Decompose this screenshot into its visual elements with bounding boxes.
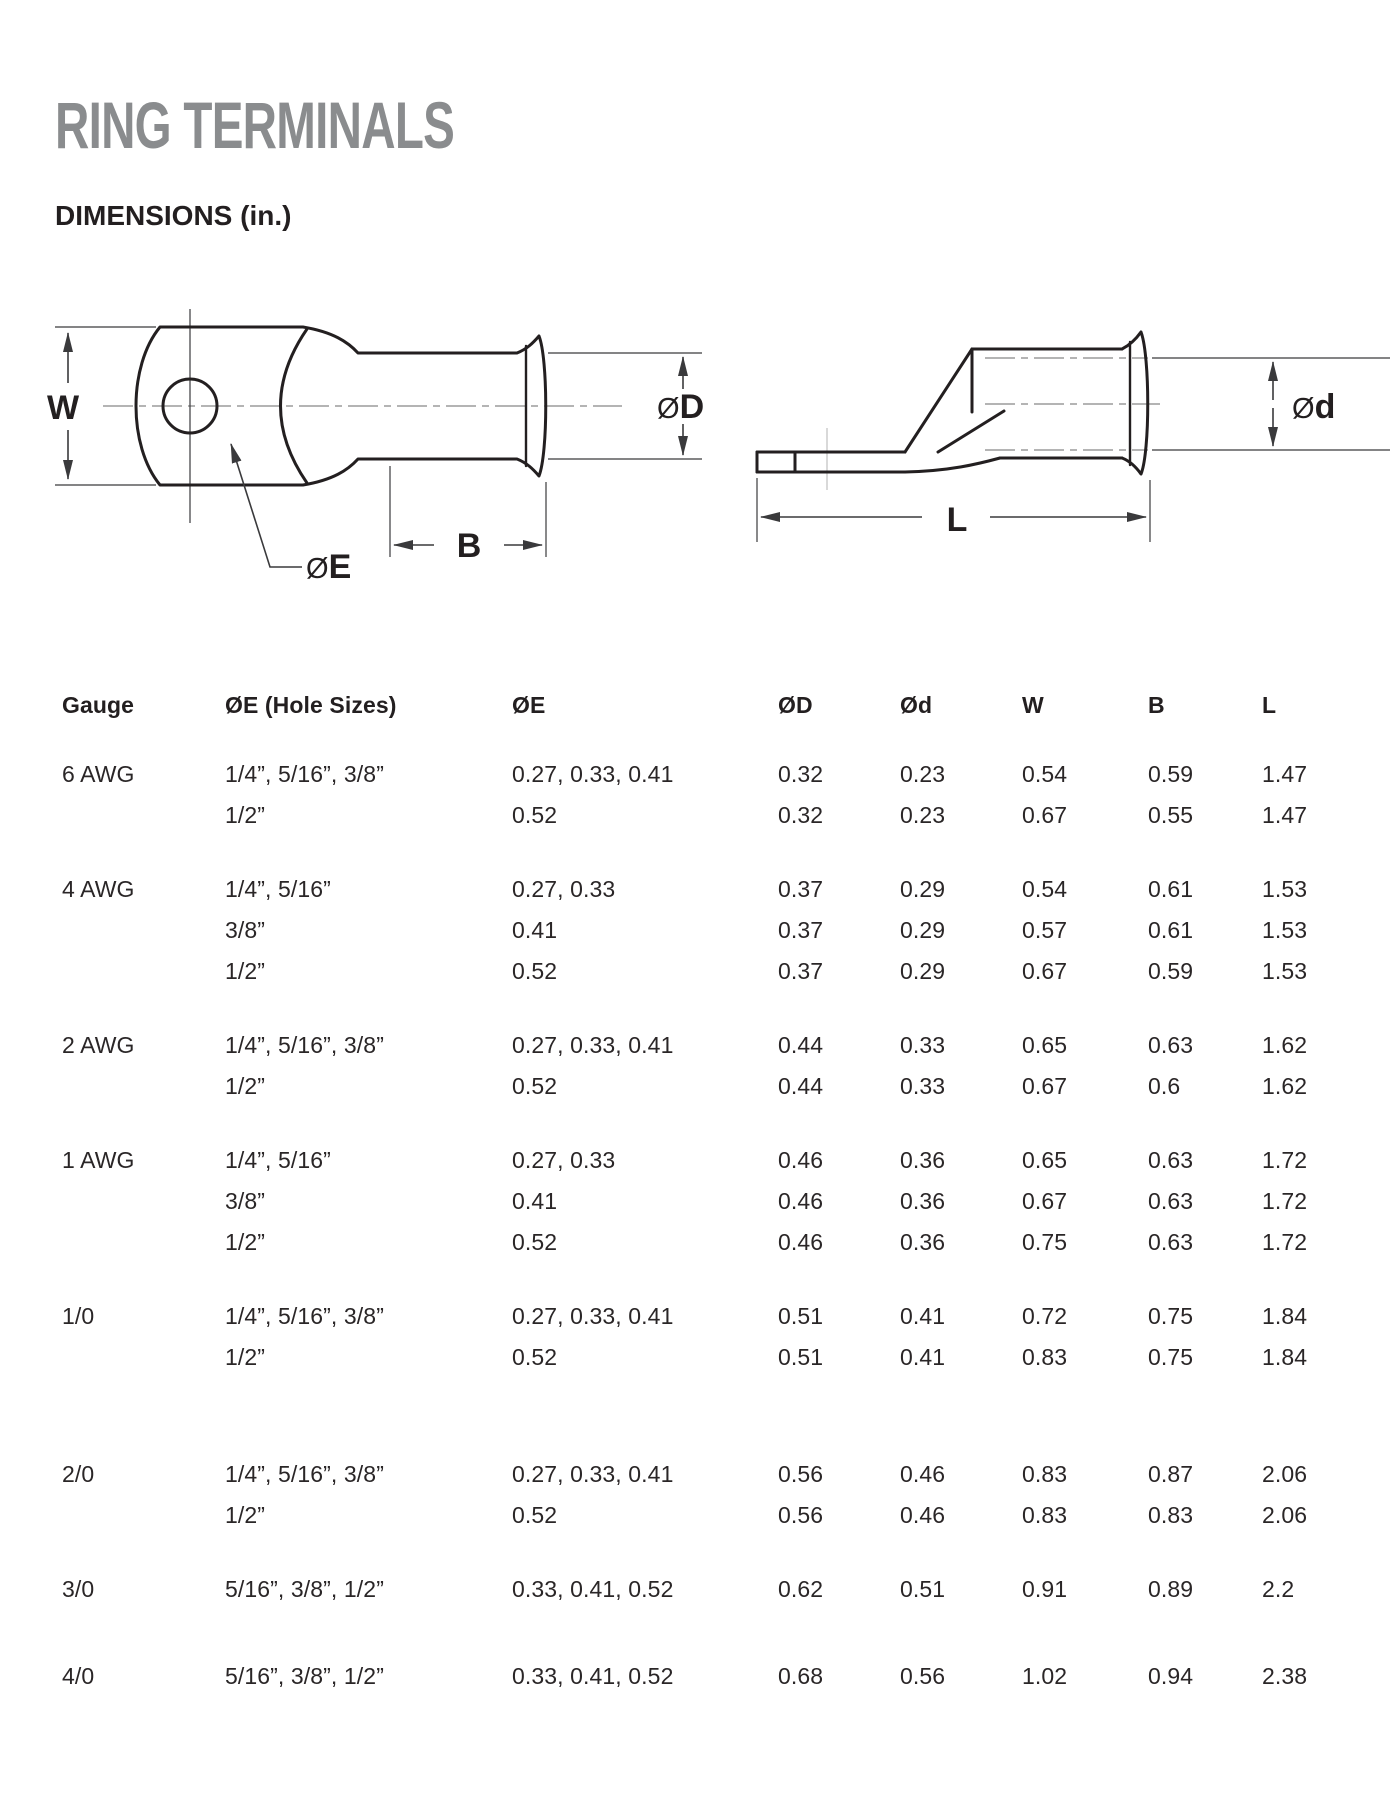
hole-sizes-cell: 1/2” [225,1229,266,1255]
column-header: Gauge [62,692,135,718]
d-inner-cell: 0.41 [900,1344,946,1370]
l-cell: 1.62 [1262,1073,1308,1099]
gauge-cell: 4 AWG [62,876,135,902]
w-cell: 0.91 [1022,1576,1068,1602]
b-cell: 0.87 [1148,1461,1194,1487]
b-cell: 0.75 [1148,1344,1194,1370]
w-cell: 0.75 [1022,1229,1068,1255]
table-row [55,1303,1365,1335]
hole-sizes-cell: 1/2” [225,802,266,828]
d-outer-cell: 0.32 [778,802,824,828]
column-header: L [1262,692,1277,718]
l-cell: 1.72 [1262,1229,1308,1255]
b-cell: 0.63 [1148,1188,1194,1214]
gauge-cell: 3/0 [62,1576,95,1602]
table-header-row [55,692,1365,724]
d-outer-cell: 0.56 [778,1461,824,1487]
table-row [55,802,1365,834]
dim-label-b: B [456,527,482,565]
table-row [55,1502,1365,1534]
table-row [55,1188,1365,1220]
d-outer-cell: 0.44 [778,1073,824,1099]
e-cell: 0.33, 0.41, 0.52 [512,1576,674,1602]
l-cell: 2.38 [1262,1663,1308,1689]
hole-sizes-cell: 1/2” [225,1073,266,1099]
l-cell: 1.53 [1262,958,1308,984]
l-cell: 1.84 [1262,1344,1308,1370]
d-outer-cell: 0.37 [778,958,824,984]
e-cell: 0.41 [512,1188,558,1214]
w-cell: 0.67 [1022,1073,1068,1099]
dimensions-section-title: DIMENSIONS (in.) [55,200,292,231]
l-cell: 1.72 [1262,1188,1308,1214]
e-cell: 0.27, 0.33, 0.41 [512,761,674,787]
column-header: W [1022,692,1044,718]
l-cell: 1.53 [1262,917,1308,943]
hole-sizes-cell: 5/16”, 3/8”, 1/2” [225,1663,384,1689]
b-cell: 0.59 [1148,761,1194,787]
dim-label-l: L [946,501,968,539]
column-header: ØE [512,692,546,718]
d-outer-cell: 0.46 [778,1229,824,1255]
d-outer-cell: 0.68 [778,1663,824,1689]
column-header: ØD [778,692,813,718]
hole-sizes-cell: 1/2” [225,958,266,984]
b-cell: 0.6 [1148,1073,1181,1099]
l-cell: 1.72 [1262,1147,1308,1173]
b-cell: 0.75 [1148,1303,1194,1329]
l-cell: 1.53 [1262,876,1308,902]
table-row [55,1663,1365,1695]
d-outer-cell: 0.51 [778,1303,824,1329]
column-header: B [1148,692,1165,718]
b-cell: 0.63 [1148,1147,1194,1173]
w-cell: 0.57 [1022,917,1068,943]
hole-sizes-cell: 1/4”, 5/16”, 3/8” [225,1303,384,1329]
b-cell: 0.55 [1148,802,1194,828]
hole-sizes-cell: 1/4”, 5/16” [225,876,331,902]
w-cell: 0.54 [1022,761,1068,787]
hole-sizes-cell: 5/16”, 3/8”, 1/2” [225,1576,384,1602]
w-cell: 0.83 [1022,1461,1068,1487]
dim-label-w: W [46,389,80,427]
gauge-cell: 6 AWG [62,761,135,787]
d-outer-cell: 0.62 [778,1576,824,1602]
e-cell: 0.52 [512,1344,558,1370]
e-cell: 0.41 [512,917,558,943]
d-outer-cell: 0.51 [778,1344,824,1370]
hole-sizes-cell: 1/4”, 5/16”, 3/8” [225,761,384,787]
l-cell: 2.06 [1262,1502,1308,1528]
l-cell: 2.06 [1262,1461,1308,1487]
l-cell: 1.84 [1262,1303,1308,1329]
w-cell: 0.65 [1022,1147,1068,1173]
table-row [55,1461,1365,1493]
table-row [55,917,1365,949]
e-cell: 0.33, 0.41, 0.52 [512,1663,674,1689]
e-cell: 0.52 [512,1229,558,1255]
hole-sizes-cell: 3/8” [225,1188,266,1214]
table-row [55,1344,1365,1376]
e-cell: 0.27, 0.33, 0.41 [512,1461,674,1487]
d-inner-cell: 0.29 [900,876,946,902]
gauge-cell: 1 AWG [62,1147,135,1173]
gauge-cell: 1/0 [62,1303,95,1329]
table-row [55,876,1365,908]
table-row [55,1073,1365,1105]
w-cell: 0.67 [1022,802,1068,828]
d-inner-cell: 0.41 [900,1303,946,1329]
d-inner-cell: 0.46 [900,1502,946,1528]
e-cell: 0.52 [512,958,558,984]
gauge-cell: 4/0 [62,1663,95,1689]
hole-sizes-cell: 1/2” [225,1502,266,1528]
w-cell: 1.02 [1022,1663,1068,1689]
l-cell: 1.47 [1262,802,1308,828]
table-row [55,1032,1365,1064]
dim-label-id: Ød [1292,388,1336,426]
d-inner-cell: 0.23 [900,802,946,828]
e-cell: 0.52 [512,1073,558,1099]
e-cell: 0.52 [512,1502,558,1528]
w-cell: 0.67 [1022,1188,1068,1214]
d-inner-cell: 0.56 [900,1663,946,1689]
d-inner-cell: 0.51 [900,1576,946,1602]
b-cell: 0.63 [1148,1032,1194,1058]
d-outer-cell: 0.37 [778,876,824,902]
b-cell: 0.61 [1148,917,1194,943]
table-row [55,1229,1365,1261]
hole-sizes-cell: 1/4”, 5/16”, 3/8” [225,1461,384,1487]
d-inner-cell: 0.29 [900,917,946,943]
w-cell: 0.83 [1022,1502,1068,1528]
d-outer-cell: 0.56 [778,1502,824,1528]
table-row [55,1576,1365,1608]
b-cell: 0.63 [1148,1229,1194,1255]
d-inner-cell: 0.36 [900,1188,946,1214]
d-outer-cell: 0.37 [778,917,824,943]
hole-sizes-cell: 3/8” [225,917,266,943]
d-outer-cell: 0.46 [778,1147,824,1173]
table-row [55,761,1365,793]
w-cell: 0.67 [1022,958,1068,984]
d-outer-cell: 0.44 [778,1032,824,1058]
l-cell: 2.2 [1262,1576,1295,1602]
d-inner-cell: 0.36 [900,1229,946,1255]
hole-sizes-cell: 1/4”, 5/16”, 3/8” [225,1032,384,1058]
hole-sizes-cell: 1/4”, 5/16” [225,1147,331,1173]
d-inner-cell: 0.33 [900,1073,946,1099]
b-cell: 0.94 [1148,1663,1194,1689]
b-cell: 0.89 [1148,1576,1194,1602]
d-inner-cell: 0.29 [900,958,946,984]
d-inner-cell: 0.36 [900,1147,946,1173]
d-outer-cell: 0.32 [778,761,824,787]
d-outer-cell: 0.46 [778,1188,824,1214]
e-cell: 0.27, 0.33, 0.41 [512,1303,674,1329]
e-cell: 0.27, 0.33 [512,1147,616,1173]
dim-label-od: ØD [657,388,705,426]
column-header: Ød [900,692,933,718]
w-cell: 0.72 [1022,1303,1068,1329]
w-cell: 0.83 [1022,1344,1068,1370]
gauge-cell: 2 AWG [62,1032,135,1058]
column-header: ØE (Hole Sizes) [225,692,397,718]
dim-label-oe: ØE [306,548,352,586]
gauge-cell: 2/0 [62,1461,95,1487]
e-cell: 0.52 [512,802,558,828]
e-cell: 0.27, 0.33, 0.41 [512,1032,674,1058]
page-title: RING TERMINALS [55,88,455,162]
b-cell: 0.61 [1148,876,1194,902]
d-inner-cell: 0.46 [900,1461,946,1487]
dimensions-table [55,0,1365,1812]
d-inner-cell: 0.33 [900,1032,946,1058]
w-cell: 0.54 [1022,876,1068,902]
e-cell: 0.27, 0.33 [512,876,616,902]
l-cell: 1.62 [1262,1032,1308,1058]
hole-sizes-cell: 1/2” [225,1344,266,1370]
b-cell: 0.59 [1148,958,1194,984]
w-cell: 0.65 [1022,1032,1068,1058]
table-row [55,1147,1365,1179]
d-inner-cell: 0.23 [900,761,946,787]
b-cell: 0.83 [1148,1502,1194,1528]
table-row [55,958,1365,990]
l-cell: 1.47 [1262,761,1308,787]
